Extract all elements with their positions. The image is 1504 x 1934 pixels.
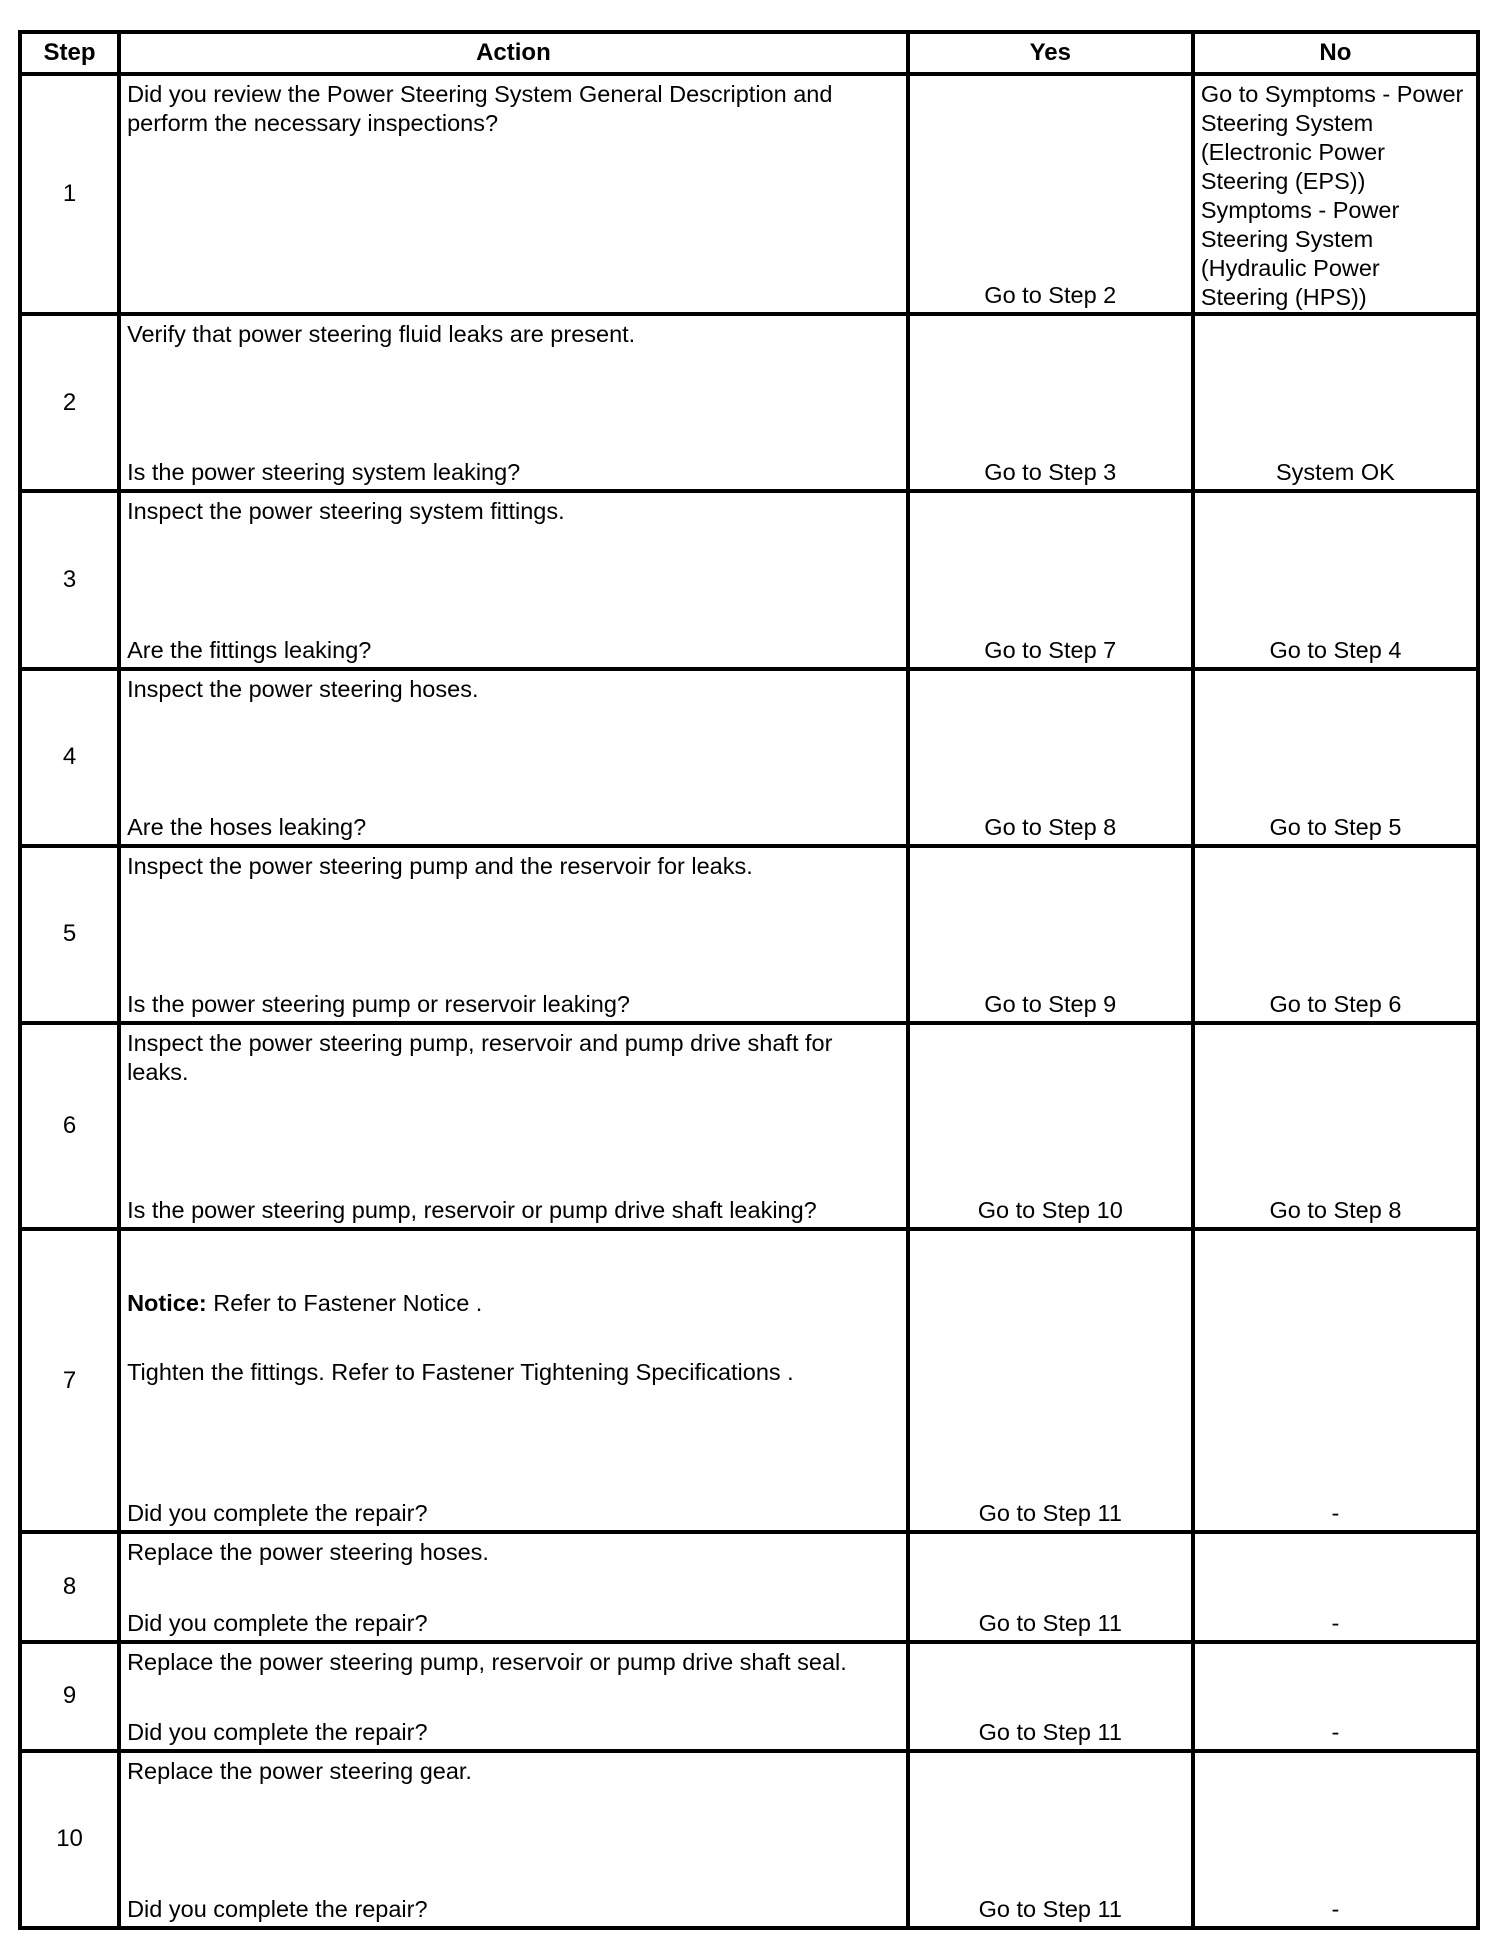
step-number: 5 <box>20 846 119 1023</box>
action-text: Tighten the fittings. Refer to Fastener Tightening Specifications . <box>127 1359 794 1386</box>
action-cell <box>119 1229 908 1532</box>
action-question: Is the power steering system leaking? <box>127 459 521 486</box>
no-cell <box>1193 1532 1478 1641</box>
table-row <box>20 1229 1478 1532</box>
no-cell <box>1193 314 1478 491</box>
action-text: Inspect the power steering pump, reservoir and pump drive shaft for leaks. <box>127 1029 833 1085</box>
table-row <box>20 1751 1478 1928</box>
action-text: Replace the power steering gear. <box>127 1757 472 1784</box>
table-row <box>20 1023 1478 1229</box>
diagnostic-table <box>18 30 1480 1930</box>
no-text: System OK <box>1276 459 1395 486</box>
notice-text: Refer to Fastener Notice . <box>206 1290 483 1317</box>
action-cell <box>119 314 908 491</box>
no-cell <box>1193 846 1478 1023</box>
yes-cell <box>908 491 1193 668</box>
table-row <box>20 846 1478 1023</box>
no-text: - <box>1331 1896 1340 1922</box>
action-question: Are the fittings leaking? <box>127 636 372 663</box>
no-text: - <box>1331 1609 1340 1636</box>
no-text: Go to Step 8 <box>1269 1197 1402 1224</box>
yes-cell <box>908 314 1193 491</box>
step-number: 1 <box>20 74 119 314</box>
yes-text: Go to Step 3 <box>984 459 1117 486</box>
action-question: Did you complete the repair? <box>127 1609 428 1636</box>
yes-cell <box>908 1229 1193 1532</box>
yes-cell <box>908 1532 1193 1641</box>
action-text: Inspect the power steering hoses. <box>127 675 479 702</box>
step-number: 9 <box>20 1642 119 1751</box>
action-text: Did you review the Power Steering System General Description and perform the necessary inspections? <box>127 81 833 137</box>
yes-text: Go to Step 9 <box>984 990 1117 1017</box>
action-question: Are the hoses leaking? <box>127 813 367 840</box>
no-cell <box>1193 1023 1478 1229</box>
action-text: Verify that power steering fluid leaks are present. <box>127 321 636 348</box>
step-number: 10 <box>20 1751 119 1928</box>
action-question: Is the power steering pump, reservoir or pump drive shaft leaking? <box>127 1197 817 1224</box>
action-cell <box>119 1751 908 1928</box>
yes-text: Go to Step 11 <box>978 1718 1122 1745</box>
header-row <box>20 32 1478 74</box>
notice-label: Notice: <box>127 1290 207 1317</box>
table-row <box>20 1642 1478 1751</box>
table-row <box>20 314 1478 491</box>
notice-line <box>127 1289 900 1318</box>
no-text: Go to Step 4 <box>1269 636 1402 663</box>
no-text: - <box>1331 1718 1340 1745</box>
action-question: Is the power steering pump or reservoir leaking? <box>127 990 630 1017</box>
action-cell <box>119 846 908 1023</box>
step-number: 4 <box>20 669 119 846</box>
yes-cell <box>908 846 1193 1023</box>
no-text: - <box>1331 1500 1340 1527</box>
action-text: Replace the power steering hoses. <box>127 1539 489 1566</box>
yes-cell <box>908 669 1193 846</box>
no-text: Go to Step 6 <box>1269 990 1402 1017</box>
step-number: 2 <box>20 314 119 491</box>
action-question: Did you complete the repair? <box>127 1718 428 1745</box>
action-question: Did you complete the repair? <box>127 1896 428 1922</box>
yes-text: Go to Step 10 <box>977 1197 1123 1224</box>
yes-text: Go to Step 11 <box>978 1896 1122 1922</box>
yes-cell <box>908 1642 1193 1751</box>
yes-cell <box>908 74 1193 314</box>
no-cell <box>1193 1642 1478 1751</box>
action-cell <box>119 1023 908 1229</box>
step-number: 7 <box>20 1229 119 1532</box>
action-question: Did you complete the repair? <box>127 1500 428 1527</box>
header-step: Step <box>20 32 119 74</box>
yes-text: Go to Step 7 <box>984 636 1117 663</box>
table-row <box>20 74 1478 314</box>
step-number: 8 <box>20 1532 119 1641</box>
yes-cell <box>908 1751 1193 1928</box>
table-row <box>20 491 1478 668</box>
yes-text: Go to Step 11 <box>978 1500 1122 1527</box>
action-text: Inspect the power steering system fittings. <box>127 498 565 525</box>
step-number: 6 <box>20 1023 119 1229</box>
no-cell <box>1193 1751 1478 1928</box>
header-yes: Yes <box>908 32 1193 74</box>
step-number: 3 <box>20 491 119 668</box>
table-row <box>20 669 1478 846</box>
no-cell <box>1193 669 1478 846</box>
no-cell <box>1193 1229 1478 1532</box>
action-text: Inspect the power steering pump and the reservoir for leaks. <box>127 852 753 879</box>
action-cell <box>119 491 908 668</box>
action-cell <box>119 1532 908 1641</box>
action-text: Replace the power steering pump, reservoir or pump drive shaft seal. <box>127 1648 847 1675</box>
yes-text: Go to Step 2 <box>984 282 1117 309</box>
action-cell <box>119 74 908 314</box>
yes-text: Go to Step 11 <box>978 1609 1122 1636</box>
header-no: No <box>1193 32 1478 74</box>
no-cell <box>1193 491 1478 668</box>
header-action: Action <box>119 32 908 74</box>
no-text: Go to Symptoms - Power Steering System (Electronic Power Steering (EPS)) Symptoms - Power Steering System (Hydraulic Power Steering (HPS)) <box>1200 81 1464 311</box>
table-row <box>20 1532 1478 1641</box>
no-text: Go to Step 5 <box>1269 813 1402 840</box>
no-cell <box>1193 74 1478 314</box>
action-cell <box>119 1642 908 1751</box>
yes-cell <box>908 1023 1193 1229</box>
yes-text: Go to Step 8 <box>984 813 1117 840</box>
action-cell <box>119 669 908 846</box>
